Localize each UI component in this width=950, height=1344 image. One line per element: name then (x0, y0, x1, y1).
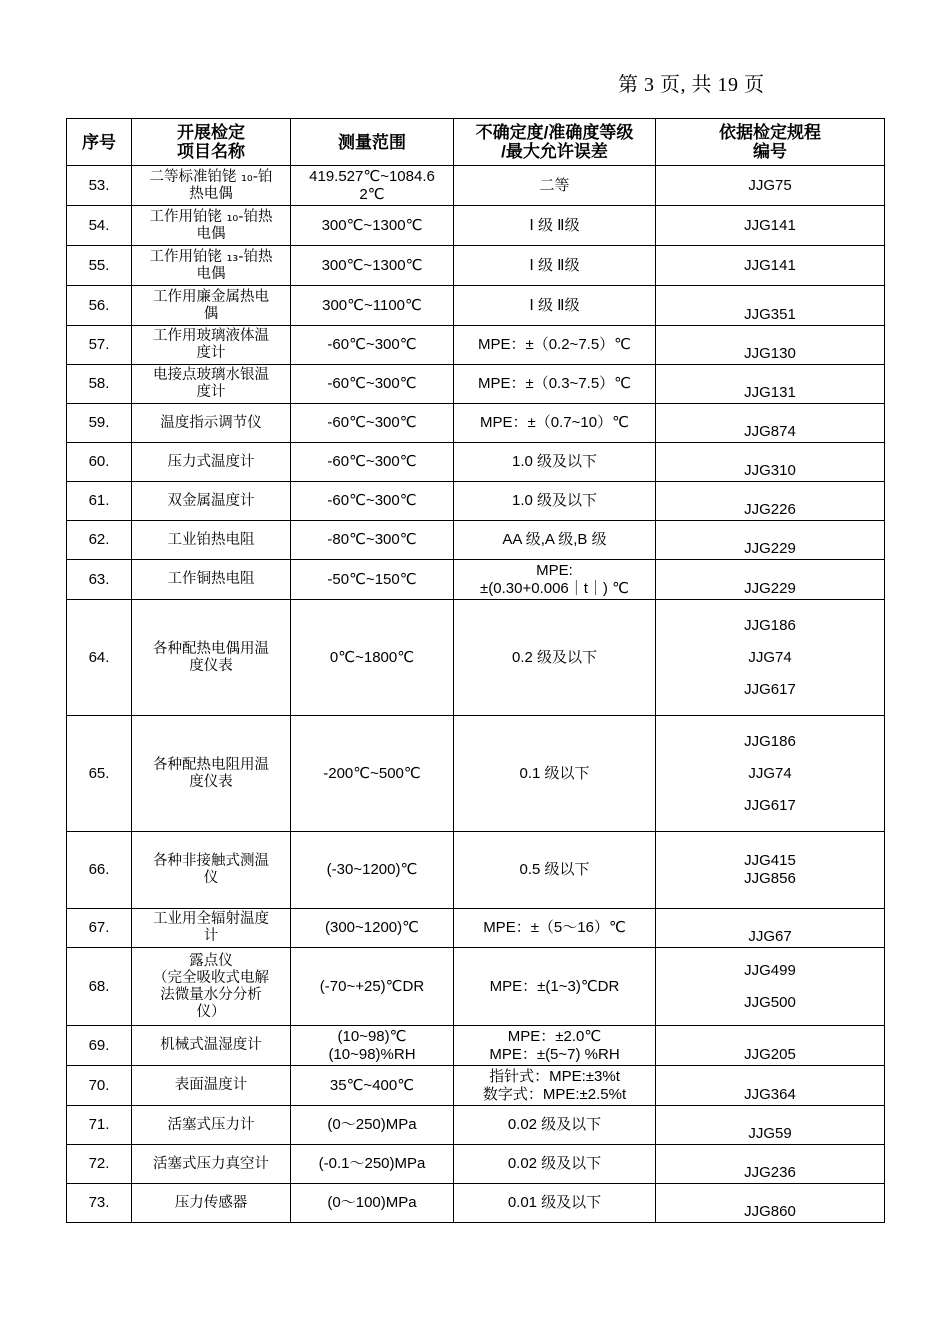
serial-no-cell: 68. (67, 948, 132, 1026)
serial-no-cell: 61. (67, 482, 132, 521)
cell-line: 0.5 级以下 (519, 861, 590, 878)
item-name-cell (132, 482, 291, 521)
header-uncertainty (454, 119, 656, 166)
uncertainty-cell (454, 443, 656, 482)
item-name-cell (132, 521, 291, 560)
cell-line: JJG75 (748, 176, 792, 194)
cell-line: 依据检定规程 (719, 123, 821, 142)
table-row (67, 1184, 885, 1223)
measure-range-cell (291, 716, 454, 832)
table-row (67, 166, 885, 206)
cell-line: 测量范围 (338, 132, 406, 152)
cell-line: 300℃~1300℃ (321, 216, 423, 234)
cell-line: MPE：±（5～16）℃ (483, 919, 626, 936)
item-name-cell (132, 166, 291, 206)
item-name-cell (132, 1066, 291, 1106)
uncertainty-cell (454, 482, 656, 521)
uncertainty-cell (454, 1026, 656, 1066)
uncertainty-cell (454, 246, 656, 286)
uncertainty-cell (454, 832, 656, 909)
cell-line: JJG226 (744, 501, 796, 518)
item-name-cell (132, 1145, 291, 1184)
cell-line: (-70~+25)℃DR (319, 977, 425, 995)
uncertainty-cell (454, 1145, 656, 1184)
cell-line: ±(0.30+0.006｜t｜) ℃ (480, 579, 629, 597)
serial-no-cell: 55. (67, 246, 132, 286)
cell-line: JJG141 (744, 216, 796, 234)
cell-line: 工作用铂铑 ₁₀-铂热 (149, 208, 273, 225)
table-row (67, 948, 885, 1026)
cell-line: -200℃~500℃ (323, 764, 421, 782)
serial-no-cell: 59. (67, 404, 132, 443)
cell-line: JJG141 (744, 256, 796, 274)
standard-code-cell (656, 948, 885, 1026)
cell-line: 度计 (196, 384, 226, 400)
standard-code-cell (656, 365, 885, 404)
measure-range-cell (291, 560, 454, 600)
cell-line: -60℃~300℃ (327, 375, 417, 392)
cell-line: -60℃~300℃ (327, 453, 417, 470)
table-row (67, 246, 885, 286)
table-row (67, 1066, 885, 1106)
cell-line: 各种配热电阻用温 (153, 756, 269, 773)
cell-line: 序号 (82, 132, 116, 152)
item-name-cell (132, 1026, 291, 1066)
uncertainty-cell (454, 560, 656, 600)
serial-no-cell: 71. (67, 1106, 132, 1145)
cell-line: JJG856 (744, 870, 796, 887)
page-number: 第 3 页, 共 19 页 (618, 74, 765, 96)
cell-line: JJG186 (744, 616, 796, 634)
uncertainty-cell (454, 909, 656, 948)
cell-line: 电偶 (196, 225, 226, 242)
measure-range-cell (291, 443, 454, 482)
cell-line: （完全吸收式电解 (153, 969, 269, 986)
table-row (67, 482, 885, 521)
cell-line: JJG874 (744, 423, 796, 440)
serial-no-cell: 53. (67, 166, 132, 206)
measure-range-cell (291, 286, 454, 326)
item-name-cell (132, 1184, 291, 1223)
table-row (67, 832, 885, 909)
cell-line: MPE：±（0.3~7.5）℃ (477, 375, 632, 392)
standard-code-cell (656, 600, 885, 716)
serial-no-cell: 56. (67, 286, 132, 326)
cell-line: JJG229 (744, 540, 796, 557)
item-name-cell (132, 326, 291, 365)
table-row (67, 600, 885, 716)
cell-line: JJG236 (744, 1164, 796, 1181)
cell-line: 指针式：MPE:±3%t (489, 1067, 620, 1085)
cell-line: JJG415 (744, 852, 796, 869)
standard-code-cell (656, 909, 885, 948)
table-row (67, 1106, 885, 1145)
serial-no-cell: 64. (67, 600, 132, 716)
cell-line: MPE：±2.0℃ (507, 1027, 602, 1045)
cell-line: -60℃~300℃ (327, 492, 417, 509)
cell-line: JJG310 (744, 462, 796, 479)
cell-line: 法微量水分分析 (160, 986, 262, 1003)
cell-line: 0.01 级及以下 (507, 1194, 602, 1211)
measure-range-cell (291, 365, 454, 404)
table-row (67, 443, 885, 482)
standard-code-cell (656, 404, 885, 443)
cell-line: 二等 (539, 176, 570, 194)
cell-line: (0～100)MPa (327, 1194, 417, 1211)
measure-range-cell (291, 521, 454, 560)
header-item-name (132, 119, 291, 166)
table-row (67, 365, 885, 404)
cell-line: 电接点玻璃水银温 (153, 367, 269, 383)
measure-range-cell (291, 600, 454, 716)
cell-line: 项目名称 (177, 142, 245, 161)
serial-no-cell: 70. (67, 1066, 132, 1106)
cell-line: 度计 (196, 345, 226, 361)
standard-code-cell (656, 1026, 885, 1066)
standard-code-cell (656, 1066, 885, 1106)
header-serial-no (67, 119, 132, 166)
serial-no-cell: 66. (67, 832, 132, 909)
measure-range-cell (291, 948, 454, 1026)
measure-range-cell (291, 1066, 454, 1106)
table-row (67, 1026, 885, 1066)
measure-range-cell (291, 1106, 454, 1145)
uncertainty-cell (454, 1184, 656, 1223)
cell-line: MPE：±(5~7) %RH (489, 1045, 620, 1063)
cell-line: 电偶 (196, 265, 226, 282)
cell-line: -80℃~300℃ (327, 531, 417, 548)
cell-line: 工作用玻璃液体温 (153, 328, 269, 344)
measure-range-cell (291, 1026, 454, 1066)
cell-line: JJG67 (748, 928, 792, 945)
header-standard-code (656, 119, 885, 166)
cell-line: JJG499 (744, 961, 796, 979)
cell-line: 不确定度/准确度等级 (475, 123, 634, 142)
cell-line: 0.02 级及以下 (507, 1155, 602, 1172)
cell-line: Ⅰ 级 Ⅱ级 (529, 296, 580, 314)
uncertainty-cell (454, 166, 656, 206)
cell-line: 机械式温湿度计 (160, 1037, 262, 1053)
standard-code-cell (656, 1145, 885, 1184)
item-name-cell (132, 909, 291, 948)
cell-line: 双金属温度计 (167, 492, 255, 509)
cell-line: JJG229 (744, 580, 796, 597)
serial-no-cell: 63. (67, 560, 132, 600)
standard-code-cell (656, 832, 885, 909)
cell-line: 工作用铂铑 ₁₃-铂热 (149, 248, 273, 265)
standard-code-cell (656, 246, 885, 286)
cell-line: MPE：±(1~3)℃DR (489, 977, 620, 995)
uncertainty-cell (454, 521, 656, 560)
uncertainty-cell (454, 1106, 656, 1145)
table-row (67, 560, 885, 600)
cell-line: /最大允许误差 (501, 142, 608, 161)
cell-line: 0℃~1800℃ (329, 648, 415, 666)
cell-line: 温度指示调节仪 (160, 414, 262, 431)
uncertainty-cell (454, 286, 656, 326)
standard-code-cell (656, 166, 885, 206)
cell-line: 2℃ (359, 185, 385, 203)
serial-no-cell: 62. (67, 521, 132, 560)
uncertainty-cell (454, 206, 656, 246)
cell-line: JJG617 (744, 680, 796, 698)
serial-no-cell: 58. (67, 365, 132, 404)
serial-no-cell: 60. (67, 443, 132, 482)
measure-range-cell (291, 909, 454, 948)
serial-no-cell: 54. (67, 206, 132, 246)
item-name-cell (132, 206, 291, 246)
cell-line: 度仪表 (189, 773, 233, 790)
serial-no-cell: 72. (67, 1145, 132, 1184)
item-name-cell (132, 832, 291, 909)
table-row (67, 206, 885, 246)
cell-line: 压力传感器 (174, 1194, 248, 1211)
cell-line: 300℃~1300℃ (321, 256, 423, 274)
standard-code-cell (656, 206, 885, 246)
cell-line: 工作用廉金属热电 (153, 288, 269, 305)
item-name-cell (132, 1106, 291, 1145)
item-name-cell (132, 365, 291, 404)
cell-line: AA 级,A 级,B 级 (502, 531, 607, 548)
cell-line: JJG205 (744, 1046, 796, 1063)
table-row (67, 286, 885, 326)
cell-line: 计 (203, 928, 219, 944)
cell-line: 仪 (203, 870, 219, 886)
cell-line: 二等标准铂铑 ₁₀-铂 (149, 168, 273, 185)
standard-code-cell (656, 560, 885, 600)
cell-line: MPE：±（0.7~10）℃ (480, 414, 629, 431)
uncertainty-cell (454, 948, 656, 1026)
serial-no-cell: 65. (67, 716, 132, 832)
item-name-cell (132, 286, 291, 326)
item-name-cell (132, 443, 291, 482)
table-row (67, 521, 885, 560)
cell-line: JJG186 (744, 732, 796, 750)
measure-range-cell (291, 326, 454, 365)
cell-line: 开展检定 (177, 123, 245, 142)
cell-line: JJG131 (744, 384, 796, 401)
cell-line: 压力式温度计 (167, 453, 255, 470)
cell-line: MPE：±（0.2~7.5）℃ (477, 336, 632, 353)
verification-items-table (66, 118, 885, 1223)
measure-range-cell (291, 206, 454, 246)
cell-line: JJG617 (744, 796, 796, 814)
cell-line: 偶 (203, 305, 219, 322)
uncertainty-cell (454, 716, 656, 832)
cell-line: 419.527℃~1084.6 (309, 167, 435, 185)
item-name-cell (132, 716, 291, 832)
cell-line: 数字式：MPE:±2.5%t (482, 1085, 627, 1103)
item-name-cell (132, 600, 291, 716)
cell-line: 工业铂热电阻 (167, 531, 255, 548)
standard-code-cell (656, 1184, 885, 1223)
measure-range-cell (291, 832, 454, 909)
cell-line: 工业用全辐射温度 (153, 911, 269, 927)
cell-line: 各种配热电偶用温 (153, 640, 269, 657)
measure-range-cell (291, 166, 454, 206)
table-header-row (67, 119, 885, 166)
cell-line: -60℃~300℃ (327, 414, 417, 431)
header-measure-range (291, 119, 454, 166)
cell-line: JJG130 (744, 345, 796, 362)
table-body (67, 166, 885, 1223)
item-name-cell (132, 948, 291, 1026)
cell-line: JJG74 (748, 764, 792, 782)
measure-range-cell (291, 246, 454, 286)
cell-line: Ⅰ 级 Ⅱ级 (529, 256, 580, 274)
cell-line: 工作铜热电阻 (167, 571, 255, 587)
table-row (67, 909, 885, 948)
uncertainty-cell (454, 404, 656, 443)
cell-line: 仪） (196, 1003, 226, 1020)
standard-code-cell (656, 286, 885, 326)
item-name-cell (132, 404, 291, 443)
cell-line: 0.1 级以下 (519, 764, 590, 782)
cell-line: (10~98)℃ (337, 1027, 407, 1045)
cell-line: 活塞式压力计 (167, 1116, 255, 1133)
cell-line: -60℃~300℃ (327, 336, 417, 353)
uncertainty-cell (454, 365, 656, 404)
cell-line: 度仪表 (189, 657, 233, 674)
cell-line: (300~1200)℃ (325, 919, 419, 936)
serial-no-cell: 69. (67, 1026, 132, 1066)
cell-line: 1.0 级及以下 (511, 492, 598, 509)
cell-line: JJG59 (748, 1125, 792, 1142)
cell-line: 露点仪 (189, 952, 233, 969)
uncertainty-cell (454, 326, 656, 365)
cell-line: (-0.1～250)MPa (318, 1155, 426, 1172)
cell-line: (10~98)%RH (328, 1045, 416, 1063)
cell-line: 300℃~1100℃ (322, 296, 422, 314)
standard-code-cell (656, 716, 885, 832)
cell-line: 各种非接触式测温 (153, 853, 269, 869)
table-row (67, 326, 885, 365)
uncertainty-cell (454, 1066, 656, 1106)
uncertainty-cell (454, 600, 656, 716)
measure-range-cell (291, 1184, 454, 1223)
cell-line: -50℃~150℃ (327, 570, 417, 588)
measure-range-cell (291, 482, 454, 521)
cell-line: 活塞式压力真空计 (153, 1155, 269, 1172)
serial-no-cell: 67. (67, 909, 132, 948)
cell-line: (-30~1200)℃ (326, 861, 418, 878)
standard-code-cell (656, 482, 885, 521)
standard-code-cell (656, 1106, 885, 1145)
standard-code-cell (656, 326, 885, 365)
cell-line: 编号 (753, 142, 787, 161)
table-row (67, 716, 885, 832)
item-name-cell (132, 560, 291, 600)
cell-line: (0～250)MPa (327, 1116, 417, 1133)
table-row (67, 404, 885, 443)
item-name-cell (132, 246, 291, 286)
cell-line: 0.02 级及以下 (507, 1116, 602, 1133)
cell-line: JJG74 (748, 648, 792, 666)
cell-line: JJG860 (744, 1203, 796, 1220)
cell-line: 表面温度计 (174, 1077, 248, 1093)
cell-line: 热电偶 (189, 185, 233, 202)
cell-line: 35℃~400℃ (329, 1076, 415, 1094)
measure-range-cell (291, 404, 454, 443)
serial-no-cell: 73. (67, 1184, 132, 1223)
standard-code-cell (656, 443, 885, 482)
standard-code-cell (656, 521, 885, 560)
cell-line: JJG500 (744, 993, 796, 1011)
cell-line: JJG351 (744, 306, 796, 323)
cell-line: JJG364 (744, 1086, 796, 1103)
cell-line: 0.2 级及以下 (511, 648, 598, 666)
measure-range-cell (291, 1145, 454, 1184)
cell-line: Ⅰ 级 Ⅱ级 (529, 216, 580, 234)
table-row (67, 1145, 885, 1184)
cell-line: 1.0 级及以下 (511, 453, 598, 470)
serial-no-cell: 57. (67, 326, 132, 365)
cell-line: MPE: (536, 561, 573, 579)
